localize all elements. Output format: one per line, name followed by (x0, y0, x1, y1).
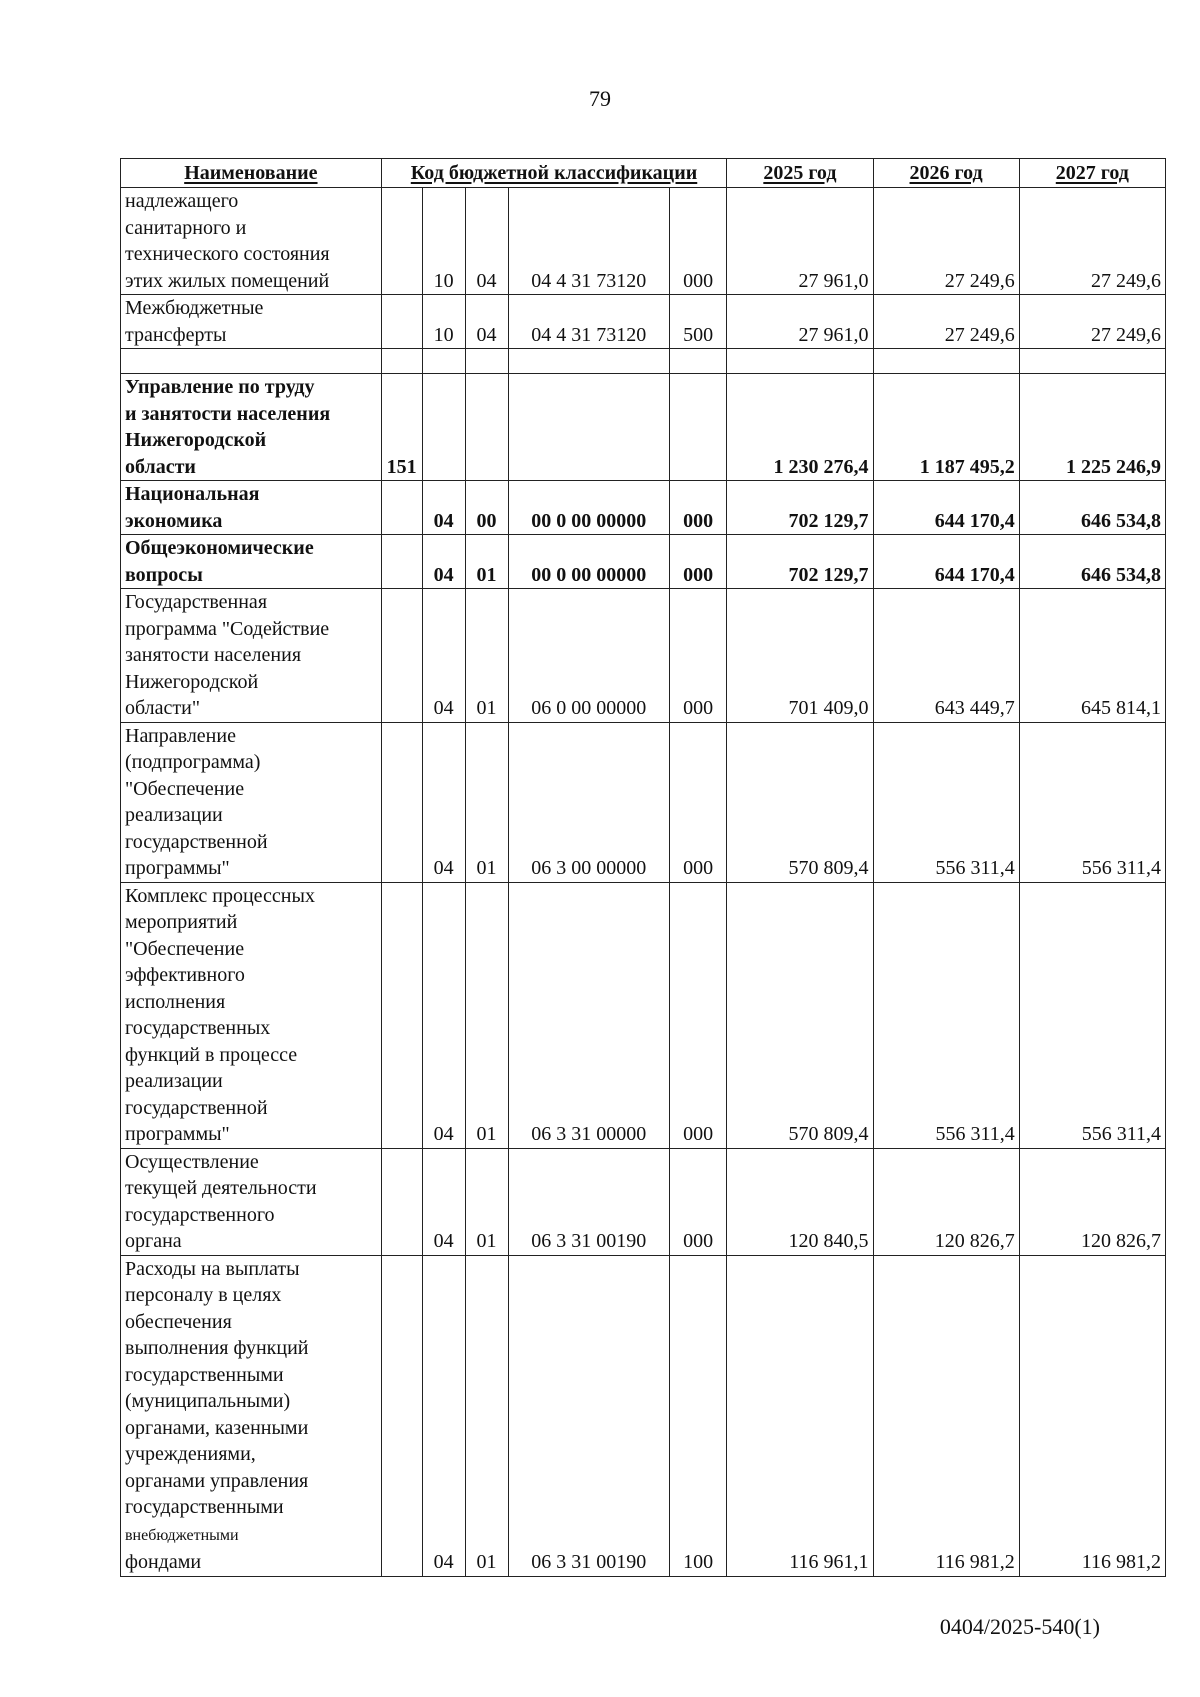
row-name: Комплекс процессных мероприятий "Обеспечение эффективного исполнения государственных функций в процессе реализации государственной программы" (121, 882, 382, 1148)
row-admin-code (381, 1148, 422, 1255)
row-value-2025: 702 129,7 (727, 535, 873, 589)
row-value-2026: 27 249,6 (873, 295, 1019, 349)
row-value-2025: 570 809,4 (727, 722, 873, 882)
table-row (121, 882, 1166, 1148)
row-target-code: 06 3 31 00190 (508, 1255, 670, 1576)
document-code: 0404/2025-540(1) (939, 1614, 1100, 1639)
header-2027: 2027 год (1019, 159, 1165, 188)
row-subsection-code: 01 (465, 1255, 508, 1576)
spacer-cell (670, 349, 727, 374)
row-value-2027: 645 814,1 (1019, 589, 1165, 723)
row-value-2025: 1 230 276,4 (727, 374, 873, 481)
row-subsection-code: 01 (465, 722, 508, 882)
row-admin-code (381, 722, 422, 882)
row-target-code (508, 374, 670, 481)
table-row (121, 722, 1166, 882)
row-subsection-code: 01 (465, 589, 508, 723)
table-spacer-row (121, 349, 1166, 374)
spacer-cell (1019, 349, 1165, 374)
row-value-2026: 556 311,4 (873, 722, 1019, 882)
row-subsection-code: 01 (465, 535, 508, 589)
spacer-cell (873, 349, 1019, 374)
row-target-code: 00 0 00 00000 (508, 481, 670, 535)
row-name-last: фондами (125, 1551, 202, 1573)
row-value-2027: 556 311,4 (1019, 722, 1165, 882)
row-name: Государственная программа "Содействие занятости населения Нижегородской области" (121, 589, 382, 723)
row-name: Общеэкономические вопросы (121, 535, 382, 589)
row-value-2027: 646 534,8 (1019, 535, 1165, 589)
row-name: Направление (подпрограмма) "Обеспечение реализации государственной программы" (121, 722, 382, 882)
row-admin-code (381, 1255, 422, 1576)
row-admin-code (381, 188, 422, 295)
row-value-2027: 116 981,2 (1019, 1255, 1165, 1576)
row-section-code: 04 (422, 481, 465, 535)
row-value-2025: 120 840,5 (727, 1148, 873, 1255)
row-target-code: 06 3 00 00000 (508, 722, 670, 882)
row-section-code: 04 (422, 1255, 465, 1576)
row-name: Межбюджетные трансферты (121, 295, 382, 349)
row-section-code: 04 (422, 535, 465, 589)
budget-table (120, 158, 1166, 1577)
row-target-code: 04 4 31 73120 (508, 295, 670, 349)
row-subsection-code (465, 374, 508, 481)
row-subsection-code: 01 (465, 1148, 508, 1255)
row-admin-code (381, 589, 422, 723)
table-row (121, 589, 1166, 723)
row-expense-code: 100 (670, 1255, 727, 1576)
spacer-cell (508, 349, 670, 374)
row-target-code: 06 0 00 00000 (508, 589, 670, 723)
row-name-small: внебюджетными (125, 1526, 239, 1544)
row-value-2026: 1 187 495,2 (873, 374, 1019, 481)
spacer-cell (381, 349, 422, 374)
table-row (121, 374, 1166, 481)
header-2025: 2025 год (727, 159, 873, 188)
row-name (121, 1255, 382, 1576)
row-value-2025: 116 961,1 (727, 1255, 873, 1576)
row-section-code (422, 374, 465, 481)
header-name: Наименование (121, 159, 382, 188)
row-value-2027: 27 249,6 (1019, 295, 1165, 349)
row-value-2027: 1 225 246,9 (1019, 374, 1165, 481)
row-section-code: 04 (422, 882, 465, 1148)
row-subsection-code: 01 (465, 882, 508, 1148)
row-name: Управление по труду и занятости населения Нижегородской области (121, 374, 382, 481)
row-name-main: Расходы на выплаты персоналу в целях обеспечения выполнения функций государственными (муниципальными) органами, казенными учреждениями, органами управления государственными (125, 1257, 309, 1518)
row-expense-code: 000 (670, 589, 727, 723)
row-target-code: 06 3 31 00000 (508, 882, 670, 1148)
row-subsection-code: 00 (465, 481, 508, 535)
row-name: надлежащего санитарного и технического состояния этих жилых помещений (121, 188, 382, 295)
row-value-2026: 644 170,4 (873, 481, 1019, 535)
spacer-cell (121, 349, 382, 374)
table-row (121, 1148, 1166, 1255)
row-expense-code: 500 (670, 295, 727, 349)
row-admin-code (381, 882, 422, 1148)
table-row (121, 1255, 1166, 1576)
row-section-code: 04 (422, 722, 465, 882)
row-value-2027: 120 826,7 (1019, 1148, 1165, 1255)
spacer-cell (727, 349, 873, 374)
row-expense-code: 000 (670, 535, 727, 589)
row-value-2027: 556 311,4 (1019, 882, 1165, 1148)
row-expense-code (670, 374, 727, 481)
row-expense-code: 000 (670, 722, 727, 882)
row-value-2025: 570 809,4 (727, 882, 873, 1148)
row-section-code: 04 (422, 1148, 465, 1255)
spacer-cell (422, 349, 465, 374)
row-expense-code: 000 (670, 188, 727, 295)
row-value-2026: 27 249,6 (873, 188, 1019, 295)
row-value-2026: 556 311,4 (873, 882, 1019, 1148)
row-target-code: 04 4 31 73120 (508, 188, 670, 295)
table-row (121, 481, 1166, 535)
row-section-code: 04 (422, 589, 465, 723)
table-row (121, 188, 1166, 295)
row-name: Национальная экономика (121, 481, 382, 535)
row-section-code: 10 (422, 188, 465, 295)
row-value-2026: 644 170,4 (873, 535, 1019, 589)
header-budget-code: Код бюджетной классификации (381, 159, 727, 188)
row-value-2025: 27 961,0 (727, 295, 873, 349)
row-target-code: 06 3 31 00190 (508, 1148, 670, 1255)
spacer-cell (465, 349, 508, 374)
row-value-2026: 643 449,7 (873, 589, 1019, 723)
row-admin-code (381, 481, 422, 535)
row-expense-code: 000 (670, 481, 727, 535)
row-value-2026: 116 981,2 (873, 1255, 1019, 1576)
row-value-2027: 27 249,6 (1019, 188, 1165, 295)
header-2026: 2026 год (873, 159, 1019, 188)
row-value-2026: 120 826,7 (873, 1148, 1019, 1255)
table-row (121, 295, 1166, 349)
row-value-2025: 701 409,0 (727, 589, 873, 723)
row-value-2025: 27 961,0 (727, 188, 873, 295)
row-admin-code: 151 (381, 374, 422, 481)
row-expense-code: 000 (670, 1148, 727, 1255)
row-target-code: 00 0 00 00000 (508, 535, 670, 589)
row-section-code: 10 (422, 295, 465, 349)
row-admin-code (381, 535, 422, 589)
row-admin-code (381, 295, 422, 349)
row-name: Осуществление текущей деятельности государственного органа (121, 1148, 382, 1255)
row-subsection-code: 04 (465, 188, 508, 295)
table-row (121, 535, 1166, 589)
row-expense-code: 000 (670, 882, 727, 1148)
page-number: 79 (589, 86, 611, 111)
table-header-row (121, 159, 1166, 188)
row-subsection-code: 04 (465, 295, 508, 349)
row-value-2025: 702 129,7 (727, 481, 873, 535)
row-value-2027: 646 534,8 (1019, 481, 1165, 535)
